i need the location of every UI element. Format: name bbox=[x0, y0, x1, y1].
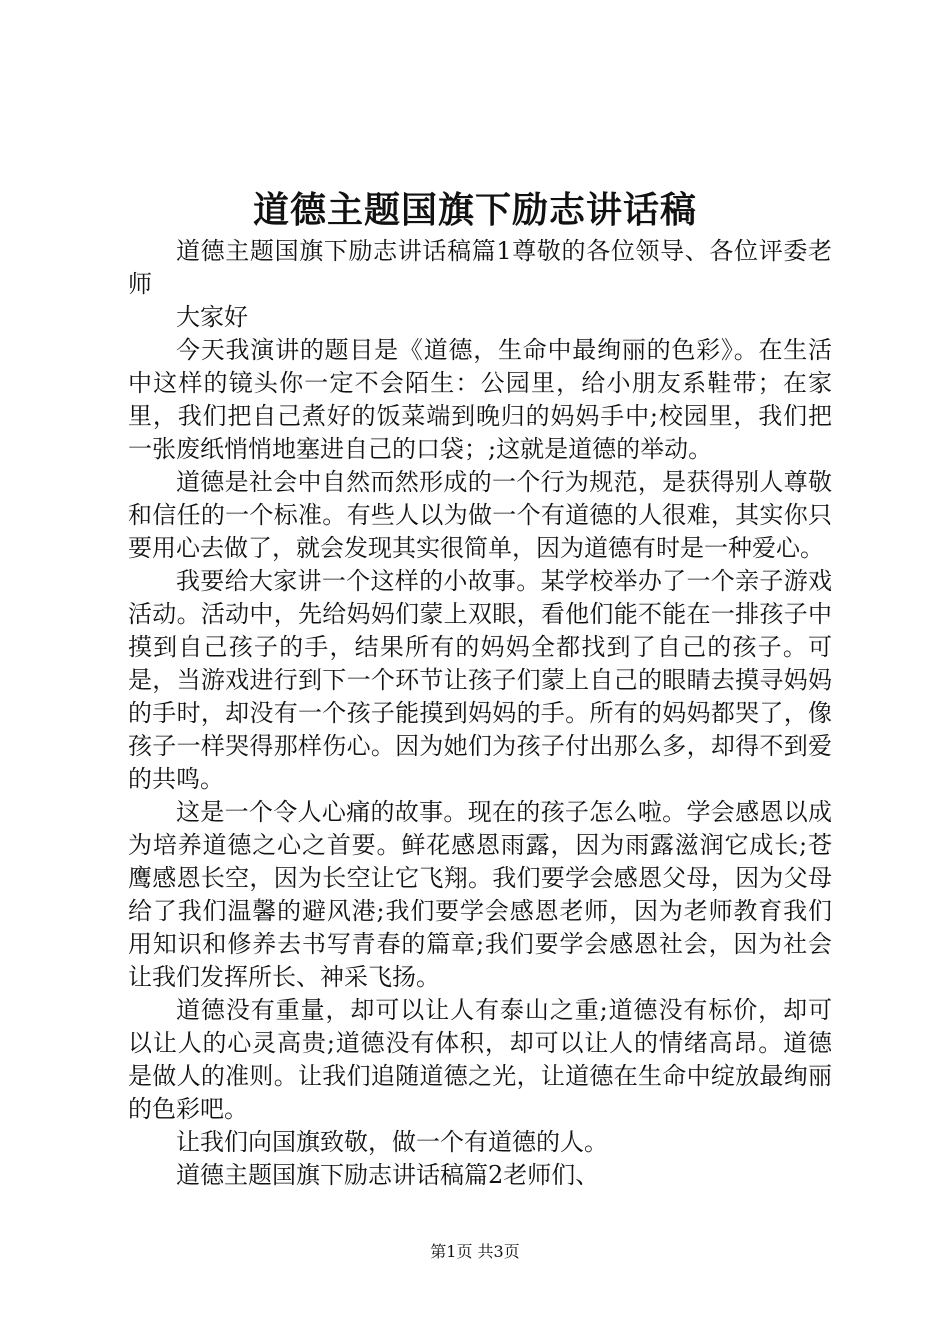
paragraph-2: 大家好 bbox=[176, 303, 248, 331]
document-title: 道德主题国旗下励志讲话稿 bbox=[252, 189, 697, 231]
paragraph-1: 道德主题国旗下励志讲话稿篇1尊敬的各位领导、各位评委老师 bbox=[128, 237, 832, 298]
paragraph-3: 今天我演讲的题目是《道德，生命中最绚丽的色彩》。在生活中这样的镜头你一定不会陌生：公园里，给小朋友系鞋带；在家里，我们把自己煮好的饭菜端到晚归的妈妈手中;校园里，我们把一张废纸悄悄地塞进自己的口袋；;这就是道德的举动。 bbox=[128, 336, 832, 463]
page-footer: 第1页 共3页 bbox=[430, 1242, 520, 1261]
paragraph-4: 道德是社会中自然而然形成的一个行为规范，是获得别人尊敬和信任的一个标准。有些人以为做一个有道德的人很难，其实你只要用心去做了，就会发现其实很简单，因为道德有时是一种爱心。 bbox=[128, 468, 832, 562]
paragraph-9: 道德主题国旗下励志讲话稿篇2老师们、 bbox=[176, 1161, 600, 1189]
paragraph-8: 让我们向国旗致敬，做一个有道德的人。 bbox=[176, 1128, 608, 1156]
paragraph-7: 道德没有重量，却可以让人有泰山之重;道德没有标价，却可以让人的心灵高贵;道德没有体积，却可以让人的情绪高昂。道德是做人的准则。让我们追随道德之光，让道德在生命中绽放最绚丽的色彩吧。 bbox=[128, 996, 832, 1123]
paragraph-6: 这是一个令人心痛的故事。现在的孩子怎么啦。学会感恩以成为培养道德之心之首要。鲜花感恩雨露，因为雨露滋润它成长;苍鹰感恩长空，因为长空让它飞翔。我们要学会感恩父母，因为父母给了我们温馨的避风港;我们要学会感恩老师，因为老师教育我们用知识和修养去书写青春的篇章;我们要学会感恩社会，因为社会让我们发挥所长、神采飞扬。 bbox=[128, 798, 832, 991]
document-body bbox=[128, 235, 832, 1192]
paragraph-5: 我要给大家讲一个这样的小故事。某学校举办了一个亲子游戏活动。活动中，先给妈妈们蒙上双眼，看他们能不能在一排孩子中摸到自己孩子的手，结果所有的妈妈全都找到了自己的孩子。可是，当游戏进行到下一个环节让孩子们蒙上自己的眼睛去摸寻妈妈的手时，却没有一个孩子能摸到妈妈的手。所有的妈妈都哭了，像孩子一样哭得那样伤心。因为她们为孩子付出那么多，却得不到爱的共鸣。 bbox=[128, 567, 832, 793]
